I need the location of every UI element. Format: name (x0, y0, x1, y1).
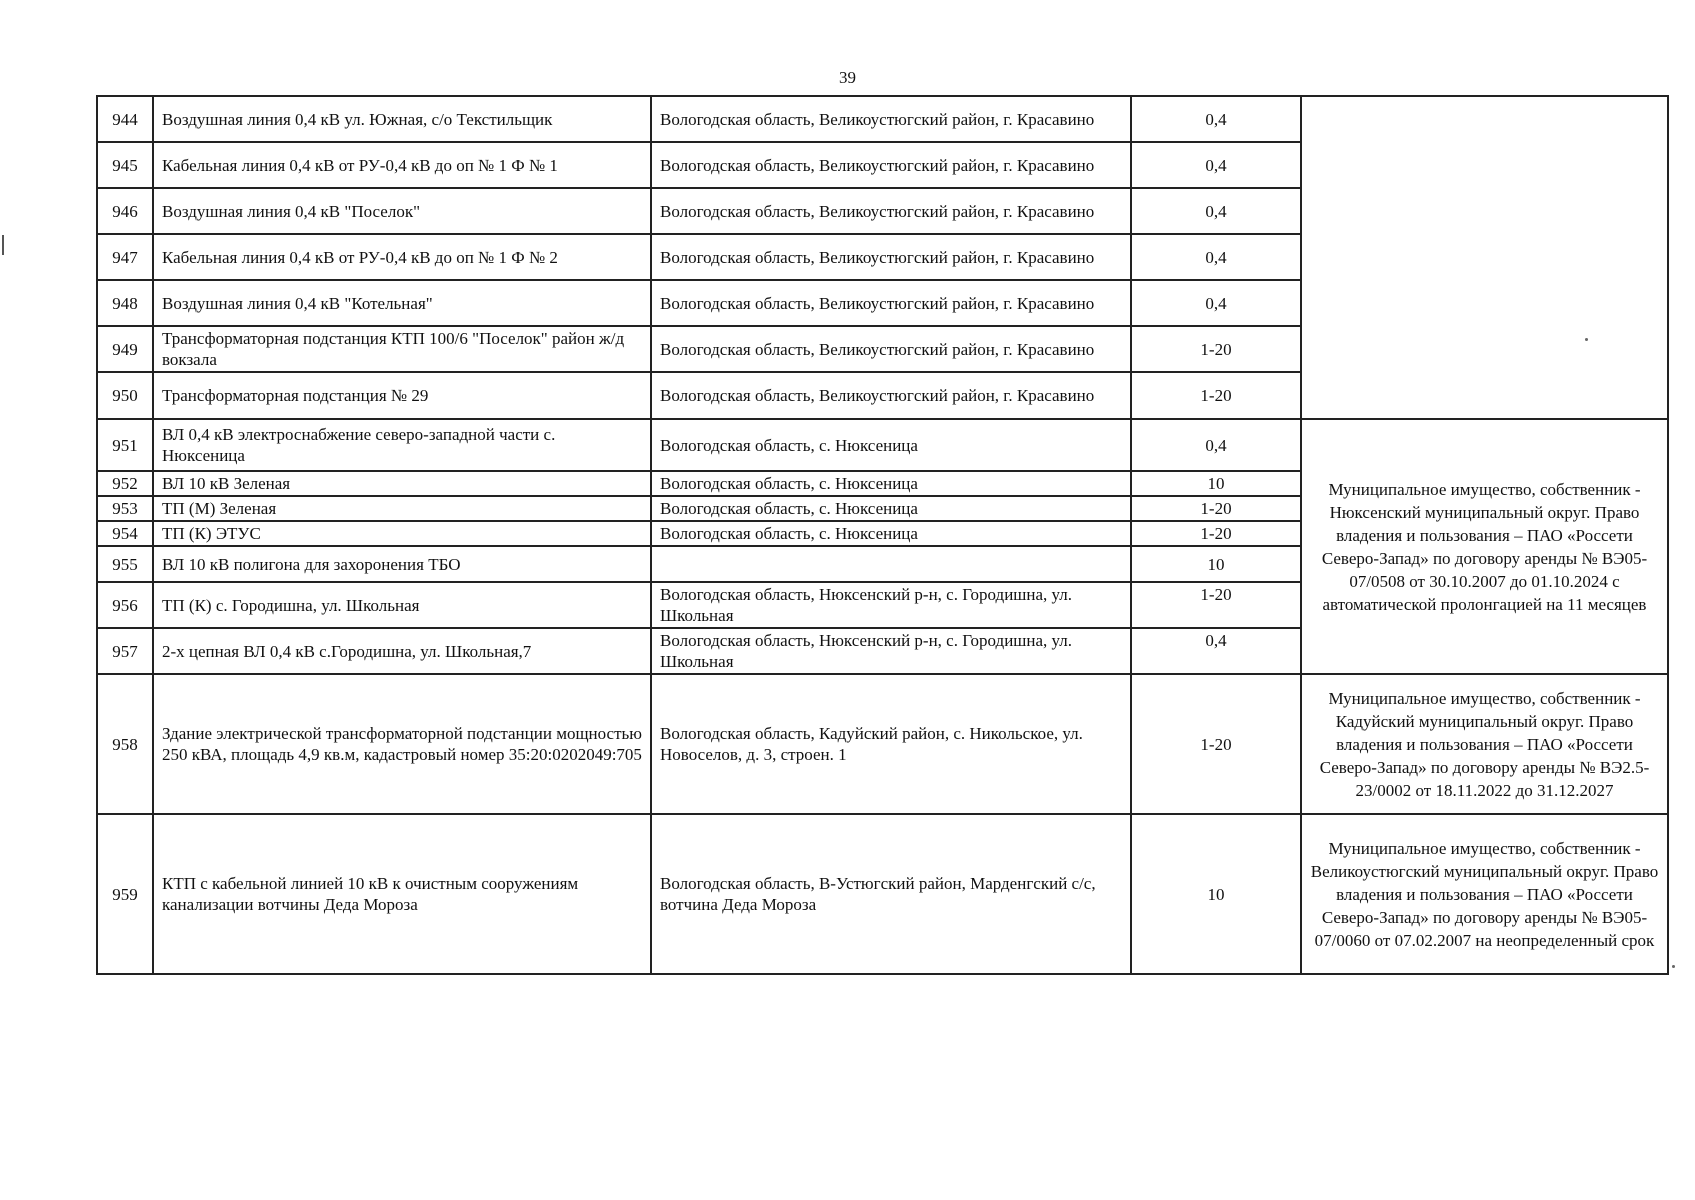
row-number: 957 (97, 628, 153, 674)
scan-speck (1585, 338, 1588, 341)
object-name: ВЛ 10 кВ Зеленая (153, 471, 651, 496)
voltage-class: 10 (1131, 546, 1301, 582)
object-location: Вологодская область, В-Устюгский район, Марденгский с/с, вотчина Деда Мороза (651, 814, 1131, 974)
object-location: Вологодская область, Великоустюгский район, г. Красавино (651, 234, 1131, 280)
object-name: КТП с кабельной линией 10 кВ к очистным сооружениям канализации вотчины Деда Мороза (153, 814, 651, 974)
row-number: 959 (97, 814, 153, 974)
object-name: Трансформаторная подстанция № 29 (153, 372, 651, 419)
voltage-class: 1-20 (1131, 326, 1301, 372)
object-name: ТП (М) Зеленая (153, 496, 651, 521)
object-location: Вологодская область, с. Нюксеница (651, 521, 1131, 546)
table-row (97, 419, 1668, 471)
row-number: 958 (97, 674, 153, 814)
object-name: Воздушная линия 0,4 кВ "Поселок" (153, 188, 651, 234)
object-name: ВЛ 10 кВ полигона для захоронения ТБО (153, 546, 651, 582)
row-number: 949 (97, 326, 153, 372)
row-number: 944 (97, 96, 153, 142)
object-location: Вологодская область, Нюксенский р-н, с. Городишна, ул. Школьная (651, 628, 1131, 674)
row-number: 956 (97, 582, 153, 628)
scan-speck (1672, 965, 1675, 968)
row-number: 953 (97, 496, 153, 521)
object-location: Вологодская область, Нюксенский р-н, с. Городишна, ул. Школьная (651, 582, 1131, 628)
voltage-class: 1-20 (1131, 372, 1301, 419)
owner-info-ustyug: Муниципальное имущество, собственник - Великоустюгский муниципальный округ. Право владения и пользования – ПАО «Россети Северо-Запад» по договору аренды № ВЭ05-07/0060 от 07.02.2007 на неопределенный срок (1301, 814, 1668, 974)
object-name: Трансформаторная подстанция КТП 100/6 "Поселок" район ж/д вокзала (153, 326, 651, 372)
table-row (97, 674, 1668, 814)
row-number: 951 (97, 419, 153, 471)
object-location: Вологодская область, с. Нюксеница (651, 419, 1131, 471)
object-location: Вологодская область, Великоустюгский район, г. Красавино (651, 326, 1131, 372)
object-name: ВЛ 0,4 кВ электроснабжение северо-западной части с. Нюксеница (153, 419, 651, 471)
row-number: 952 (97, 471, 153, 496)
object-name: Воздушная линия 0,4 кВ ул. Южная, с/о Текстильщик (153, 96, 651, 142)
voltage-class: 0,4 (1131, 96, 1301, 142)
row-number: 954 (97, 521, 153, 546)
object-name: ТП (К) с. Городишна, ул. Школьная (153, 582, 651, 628)
row-number: 946 (97, 188, 153, 234)
table-row (97, 96, 1668, 142)
object-location: Вологодская область, Великоустюгский район, г. Красавино (651, 188, 1131, 234)
voltage-class: 0,4 (1131, 142, 1301, 188)
voltage-class: 1-20 (1131, 496, 1301, 521)
voltage-class: 0,4 (1131, 628, 1301, 674)
scan-mark (2, 235, 4, 255)
owner-cell-empty (1301, 96, 1668, 419)
voltage-class: 0,4 (1131, 234, 1301, 280)
object-name: 2-х цепная ВЛ 0,4 кВ с.Городишна, ул. Школьная,7 (153, 628, 651, 674)
page-number: 39 (839, 68, 856, 87)
voltage-class: 1-20 (1131, 582, 1301, 628)
object-name: Кабельная линия 0,4 кВ от РУ-0,4 кВ до оп № 1 Ф № 1 (153, 142, 651, 188)
object-location: Вологодская область, с. Нюксеница (651, 471, 1131, 496)
object-name: Воздушная линия 0,4 кВ "Котельная" (153, 280, 651, 326)
object-location (651, 546, 1131, 582)
object-location: Вологодская область, Великоустюгский район, г. Красавино (651, 280, 1131, 326)
object-location: Вологодская область, Великоустюгский район, г. Красавино (651, 96, 1131, 142)
object-location: Вологодская область, Великоустюгский район, г. Красавино (651, 372, 1131, 419)
voltage-class: 1-20 (1131, 674, 1301, 814)
object-name: ТП (К) ЭТУС (153, 521, 651, 546)
voltage-class: 10 (1131, 471, 1301, 496)
row-number: 947 (97, 234, 153, 280)
voltage-class: 0,4 (1131, 188, 1301, 234)
object-location: Вологодская область, Кадуйский район, с. Никольское, ул. Новоселов, д. 3, строен. 1 (651, 674, 1131, 814)
voltage-class: 0,4 (1131, 280, 1301, 326)
property-registry-table (96, 95, 1669, 975)
object-location: Вологодская область, Великоустюгский район, г. Красавино (651, 142, 1131, 188)
table-row (97, 814, 1668, 974)
row-number: 945 (97, 142, 153, 188)
row-number: 955 (97, 546, 153, 582)
voltage-class: 10 (1131, 814, 1301, 974)
owner-info-nyuksenica: Муниципальное имущество, собственник - Нюксенский муниципальный округ. Право владения и пользования – ПАО «Россети Северо-Запад» по договору аренды № ВЭ05-07/0508 от 30.10.2007 до 01.10.2024 с автоматической пролонгацией на 11 месяцев (1301, 419, 1668, 674)
row-number: 950 (97, 372, 153, 419)
object-location: Вологодская область, с. Нюксеница (651, 496, 1131, 521)
owner-info-kaduy: Муниципальное имущество, собственник - Кадуйский муниципальный округ. Право владения и пользования – ПАО «Россети Северо-Запад» по договору аренды № ВЭ2.5-23/0002 от 18.11.2022 до 31.12.2027 (1301, 674, 1668, 814)
object-name: Здание электрической трансформаторной подстанции мощностью 250 кВА, площадь 4,9 кв.м, кадастровый номер 35:20:0202049:705 (153, 674, 651, 814)
row-number: 948 (97, 280, 153, 326)
object-name: Кабельная линия 0,4 кВ от РУ-0,4 кВ до оп № 1 Ф № 2 (153, 234, 651, 280)
voltage-class: 0,4 (1131, 419, 1301, 471)
voltage-class: 1-20 (1131, 521, 1301, 546)
